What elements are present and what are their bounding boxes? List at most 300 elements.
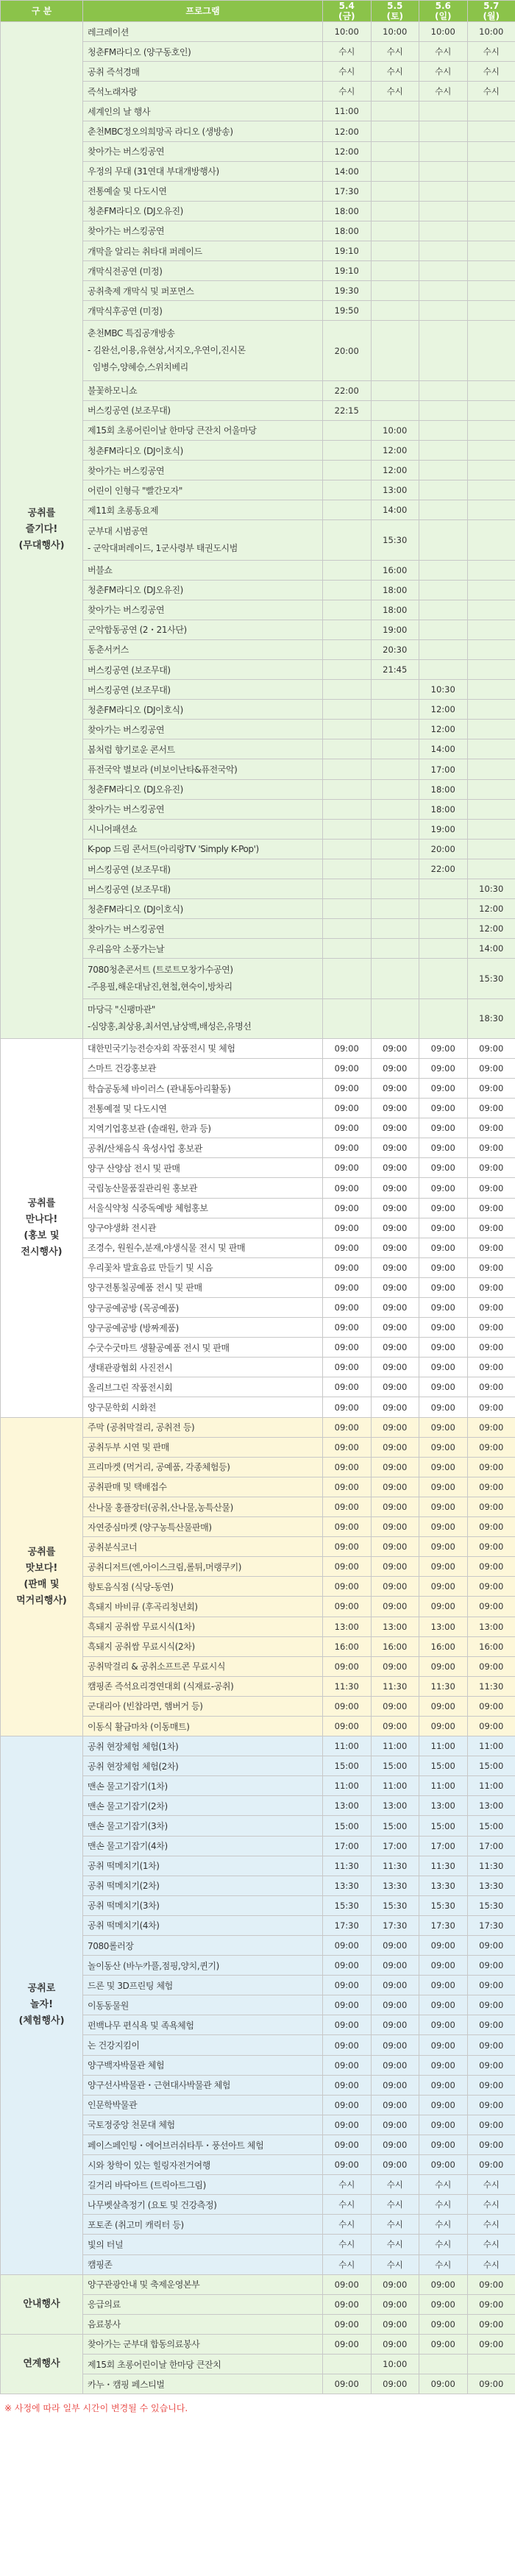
time-cell-day-4: 09:00 [467,1577,515,1597]
time-cell-day-2: 09:00 [371,1477,419,1497]
time-cell-day-2: 11:00 [371,1776,419,1796]
time-cell-day-2: 11:30 [371,1856,419,1876]
time-cell-day-2 [371,241,419,261]
program-name: 카누・캠핑 페스티벌 [83,2374,323,2394]
time-cell-day-3: 09:00 [419,1338,468,1358]
program-name: 수굿수굿마트 생활공예품 전시 및 판매 [83,1338,323,1358]
program-name: 시와 창학이 있는 힐링자전거여행 [83,2155,323,2175]
time-cell-day-2 [371,141,419,161]
time-cell-day-2: 09:00 [371,1517,419,1537]
time-cell-day-1: 17:00 [323,1836,372,1856]
time-cell-day-4 [467,480,515,500]
time-cell-day-4: 수시 [467,2254,515,2274]
time-cell-day-3 [419,660,468,680]
time-cell-day-3: 18:00 [419,779,468,799]
program-name: 양구백자박물관 체험 [83,2055,323,2075]
program-name: 공취 떡메치기(3차) [83,1895,323,1915]
program-name: 공취 떡메치기(1차) [83,1856,323,1876]
time-cell-day-4: 09:00 [467,2294,515,2314]
time-cell-day-1 [323,580,372,600]
time-cell-day-3 [419,161,468,181]
program-name: 주막 (공취막걸리, 공취전 등) [83,1417,323,1437]
time-cell-day-2 [371,201,419,221]
time-cell-day-1: 09:00 [323,2115,372,2135]
time-cell-day-1: 09:00 [323,1038,372,1058]
time-cell-day-4: 09:00 [467,1277,515,1297]
time-cell-day-2: 09:00 [371,1318,419,1338]
header-day-4: 5.7 (월) [467,1,515,22]
time-cell-day-4: 09:00 [467,1058,515,1078]
category-cell [1,1417,83,1736]
time-cell-day-4 [467,720,515,739]
time-cell-day-3: 09:00 [419,1218,468,1238]
time-cell-day-4: 수시 [467,62,515,82]
time-cell-day-1 [323,919,372,939]
time-cell-day-4: 09:00 [467,1477,515,1497]
time-cell-day-3 [419,301,468,321]
program-name: 맨손 물고기잡기(4차) [83,1836,323,1856]
time-cell-day-1 [323,420,372,440]
program-name: 찾아가는 버스킹공연 [83,141,323,161]
program-name: 개막식후공연 (미정) [83,301,323,321]
time-cell-day-4: 15:30 [467,959,515,998]
program-name: 찾아가는 버스킹공연 [83,799,323,819]
time-cell-day-3: 22:00 [419,859,468,879]
time-cell-day-2: 09:00 [371,1537,419,1557]
time-cell-day-3: 13:00 [419,1617,468,1636]
time-cell-day-4: 09:00 [467,2374,515,2394]
program-name: 양구전통칠공예품 전시 및 판매 [83,1277,323,1297]
program-name: 우리꽃차 발효음료 만들기 및 시음 [83,1257,323,1277]
time-cell-day-3: 09:00 [419,1696,468,1716]
time-cell-day-1: 09:00 [323,1358,372,1377]
time-cell-day-1: 09:00 [323,1457,372,1477]
program-name: 즉석노래자랑 [83,82,323,102]
program-name: 공취분식코너 [83,1537,323,1557]
time-cell-day-2: 20:30 [371,639,419,659]
program-name: 버스킹공연 (보조무대) [83,680,323,700]
time-cell-day-4: 15:00 [467,1816,515,1836]
time-cell-day-3: 09:00 [419,1976,468,1995]
time-cell-day-4 [467,819,515,839]
program-name: 군부대 시범공연 - 군악대퍼레이드, 1군사령부 태권도시범 [83,520,323,560]
time-cell-day-3: 09:00 [419,1358,468,1377]
time-cell-day-1: 09:00 [323,1936,372,1956]
program-name: 프리마켓 (먹거리, 공예품, 각종체험등) [83,1457,323,1477]
time-cell-day-2: 13:00 [371,1796,419,1816]
time-cell-day-2: 15:30 [371,1895,419,1915]
category-label: 공취를 즐기다! (무대행사) [18,508,65,552]
program-name: 전통예술 및 다도시연 [83,181,323,201]
program-name: 청춘FM라디오 (DJ이호식) [83,899,323,919]
time-cell-day-1 [323,680,372,700]
time-cell-day-3: 09:00 [419,2135,468,2154]
time-cell-day-4: 09:00 [467,2095,515,2115]
time-cell-day-2: 19:00 [371,620,419,639]
program-name: 전통예절 및 다도시연 [83,1099,323,1118]
time-cell-day-3 [419,639,468,659]
time-cell-day-4: 09:00 [467,1099,515,1118]
time-cell-day-3 [419,261,468,281]
time-cell-day-1 [323,839,372,859]
time-cell-day-3: 수시 [419,62,468,82]
time-cell-day-3: 09:00 [419,1597,468,1617]
time-cell-day-1: 09:00 [323,1058,372,1078]
program-name: 향토음식점 (식당-동연) [83,1577,323,1597]
time-cell-day-4: 10:30 [467,879,515,899]
time-cell-day-2 [371,380,419,400]
time-cell-day-3: 수시 [419,2254,468,2274]
time-cell-day-2: 11:30 [371,1676,419,1696]
category-cell [1,1038,83,1417]
time-cell-day-3 [419,281,468,301]
time-cell-day-3: 09:00 [419,1318,468,1338]
time-cell-day-4: 09:00 [467,2334,515,2354]
time-cell-day-1: 09:00 [323,1477,372,1497]
program-name: 버스킹공연 (보조무대) [83,879,323,899]
program-name: 마당극 "신팽마관" -심양홍,최상용,최서연,남상백,배성은,유명선 [83,998,323,1038]
time-cell-day-4 [467,241,515,261]
time-cell-day-3: 09:00 [419,1417,468,1437]
time-cell-day-3 [419,500,468,520]
program-name: 스마트 건강홍보관 [83,1058,323,1078]
time-cell-day-1: 09:00 [323,1257,372,1277]
program-name: 찾아가는 군부대 합동의료봉사 [83,2334,323,2354]
time-cell-day-1 [323,998,372,1038]
time-cell-day-3: 09:00 [419,2294,468,2314]
time-cell-day-3: 09:00 [419,2095,468,2115]
time-cell-day-4: 09:00 [467,1338,515,1358]
table-row [1,1417,515,1437]
time-cell-day-3 [419,959,468,998]
program-name: 맨손 물고기잡기(1차) [83,1776,323,1796]
time-cell-day-3: 09:00 [419,2075,468,2095]
time-cell-day-2: 수시 [371,42,419,62]
program-name: 캠핑존 [83,2254,323,2274]
time-cell-day-4 [467,141,515,161]
program-name: 맨손 물고기잡기(3차) [83,1816,323,1836]
time-cell-day-4: 09:00 [467,1656,515,1676]
time-cell-day-2: 09:00 [371,1338,419,1358]
time-cell-day-1: 16:00 [323,1636,372,1656]
time-cell-day-1 [323,440,372,460]
program-name: 제11회 초롱동요제 [83,500,323,520]
table-row [1,1736,515,1756]
time-cell-day-2: 09:00 [371,1358,419,1377]
time-cell-day-2: 09:00 [371,1577,419,1597]
time-cell-day-2: 09:00 [371,1437,419,1457]
time-cell-day-4 [467,859,515,879]
time-cell-day-4: 09:00 [467,1557,515,1577]
time-cell-day-2: 10:00 [371,22,419,42]
time-cell-day-4: 17:00 [467,1836,515,1856]
time-cell-day-2: 09:00 [371,1696,419,1716]
time-cell-day-2 [371,859,419,879]
time-cell-day-2 [371,400,419,420]
program-name: 양구문학회 시화전 [83,1397,323,1417]
time-cell-day-2: 10:00 [371,420,419,440]
time-cell-day-4: 09:00 [467,1198,515,1218]
time-cell-day-3: 09:00 [419,1099,468,1118]
time-cell-day-3: 09:00 [419,2274,468,2294]
time-cell-day-1: 09:00 [323,1377,372,1397]
time-cell-day-4: 09:00 [467,1238,515,1257]
time-cell-day-2: 09:00 [371,2155,419,2175]
time-cell-day-3 [419,560,468,580]
time-cell-day-2: 09:00 [371,1377,419,1397]
time-cell-day-1 [323,700,372,720]
time-cell-day-1: 19:10 [323,261,372,281]
time-cell-day-1: 09:00 [323,1318,372,1338]
time-cell-day-1 [323,560,372,580]
time-cell-day-1: 13:30 [323,1876,372,1895]
program-name: 공취/산채음식 육성사업 홍보관 [83,1138,323,1158]
time-cell-day-4: 14:00 [467,939,515,959]
program-name: 흑돼지 공취쌈 무료시식(1차) [83,1617,323,1636]
time-cell-day-3: 09:00 [419,1656,468,1676]
time-cell-day-1: 09:00 [323,1078,372,1098]
time-cell-day-2 [371,939,419,959]
time-cell-day-2 [371,121,419,141]
category-label: 연계행사 [23,2358,60,2370]
program-name: 인문학박물관 [83,2095,323,2115]
program-name: 음료봉사 [83,2314,323,2334]
time-cell-day-3: 09:00 [419,1257,468,1277]
program-name: 7080롤러장 [83,1936,323,1956]
time-cell-day-1: 09:00 [323,1198,372,1218]
time-cell-day-2: 14:00 [371,500,419,520]
time-cell-day-4 [467,580,515,600]
program-name: 공취 현장체험 체험(1차) [83,1736,323,1756]
category-cell [1,2274,83,2334]
time-cell-day-2: 09:00 [371,1158,419,1178]
program-name: 공취판매 및 택배접수 [83,1477,323,1497]
time-cell-day-2 [371,181,419,201]
time-cell-day-1: 09:00 [323,1118,372,1138]
time-cell-day-4: 10:00 [467,22,515,42]
time-cell-day-3: 11:30 [419,1856,468,1876]
time-cell-day-2: 수시 [371,2235,419,2254]
time-cell-day-2: 16:00 [371,1636,419,1656]
time-cell-day-1: 09:00 [323,2135,372,2154]
time-cell-day-1: 09:00 [323,2075,372,2095]
time-cell-day-4: 15:30 [467,1895,515,1915]
time-cell-day-1: 11:00 [323,1736,372,1756]
time-cell-day-2: 수시 [371,2175,419,2195]
time-cell-day-1: 17:30 [323,1915,372,1935]
time-cell-day-1: 09:00 [323,2274,372,2294]
time-cell-day-1: 11:30 [323,1856,372,1876]
time-cell-day-2: 09:00 [371,1277,419,1297]
time-cell-day-1: 20:00 [323,321,372,380]
time-cell-day-3: 수시 [419,2175,468,2195]
time-cell-day-2 [371,799,419,819]
time-cell-day-4 [467,799,515,819]
time-cell-day-3: 13:00 [419,1796,468,1816]
program-name: 양구 산양삼 전시 및 판매 [83,1158,323,1178]
time-cell-day-4: 15:00 [467,1756,515,1776]
time-cell-day-1: 18:00 [323,201,372,221]
time-cell-day-4: 수시 [467,2175,515,2195]
time-cell-day-1: 18:00 [323,221,372,241]
program-name: 공취 현장체험 체험(2차) [83,1756,323,1776]
table-header-row [1,1,515,22]
time-cell-day-4: 09:00 [467,1437,515,1457]
time-cell-day-2 [371,700,419,720]
program-name: 공취두부 시연 및 판매 [83,1437,323,1457]
program-name: 청춘FM라디오 (DJ이호식) [83,700,323,720]
time-cell-day-3: 13:30 [419,1876,468,1895]
time-cell-day-1: 11:30 [323,1676,372,1696]
time-cell-day-4: 09:00 [467,1716,515,1736]
time-cell-day-4 [467,420,515,440]
program-name: 개막을 알리는 취타대 퍼레이드 [83,241,323,261]
time-cell-day-3: 09:00 [419,1377,468,1397]
time-cell-day-2: 09:00 [371,1956,419,1976]
time-cell-day-2 [371,959,419,998]
program-name: 올리브그린 작품전시회 [83,1377,323,1397]
time-cell-day-4: 수시 [467,2195,515,2215]
time-cell-day-4 [467,680,515,700]
time-cell-day-4 [467,221,515,241]
time-cell-day-1: 13:00 [323,1617,372,1636]
time-cell-day-4: 09:00 [467,1138,515,1158]
time-cell-day-4: 09:00 [467,1377,515,1397]
time-cell-day-4: 수시 [467,2215,515,2235]
time-cell-day-1: 09:00 [323,1178,372,1198]
time-cell-day-4: 11:30 [467,1676,515,1696]
time-cell-day-1: 09:00 [323,1298,372,1318]
time-cell-day-4: 09:00 [467,1417,515,1437]
time-cell-day-1: 15:30 [323,1895,372,1915]
time-cell-day-2: 12:00 [371,461,419,480]
program-name: 양구관광안내 및 축제운영본부 [83,2274,323,2294]
time-cell-day-2: 09:00 [371,2035,419,2055]
time-cell-day-3: 09:00 [419,2015,468,2035]
time-cell-day-2: 09:00 [371,1178,419,1198]
time-cell-day-3 [419,321,468,380]
time-cell-day-1: 09:00 [323,2374,372,2394]
time-cell-day-3 [419,440,468,460]
time-cell-day-4: 09:00 [467,1517,515,1537]
time-cell-day-3: 20:00 [419,839,468,859]
header-category: 구 분 [1,1,83,22]
time-cell-day-1 [323,759,372,779]
time-cell-day-2: 09:00 [371,2135,419,2154]
time-cell-day-3: 09:00 [419,1577,468,1597]
time-cell-day-2: 09:00 [371,2274,419,2294]
time-cell-day-3 [419,181,468,201]
time-cell-day-3 [419,998,468,1038]
program-name: 군대리아 (빈찹라면, 햄버거 등) [83,1696,323,1716]
time-cell-day-2: 09:00 [371,2015,419,2035]
time-cell-day-2: 09:00 [371,1995,419,2015]
time-cell-day-4: 09:00 [467,2115,515,2135]
time-cell-day-4: 18:30 [467,998,515,1038]
time-cell-day-2: 09:00 [371,1198,419,1218]
time-cell-day-2 [371,739,419,759]
time-cell-day-3 [419,580,468,600]
time-cell-day-1: 09:00 [323,2334,372,2354]
time-cell-day-1 [323,461,372,480]
time-cell-day-3: 09:00 [419,1557,468,1577]
time-cell-day-3: 09:00 [419,1118,468,1138]
program-name: 포토존 (취고미 캐릭터 등) [83,2215,323,2235]
time-cell-day-4 [467,380,515,400]
time-cell-day-2 [371,221,419,241]
time-cell-day-1 [323,859,372,879]
time-cell-day-4: 09:00 [467,1397,515,1417]
time-cell-day-3: 16:00 [419,1636,468,1656]
time-cell-day-1: 12:00 [323,141,372,161]
time-cell-day-3: 09:00 [419,1437,468,1457]
time-cell-day-2: 16:00 [371,560,419,580]
time-cell-day-4: 09:00 [467,1257,515,1277]
time-cell-day-3: 12:00 [419,720,468,739]
time-cell-day-1: 09:00 [323,1656,372,1676]
time-cell-day-3: 11:00 [419,1736,468,1756]
program-name: 제15회 초롱어린이날 한마당 큰잔치 어울마당 [83,420,323,440]
time-cell-day-1: 09:00 [323,2155,372,2175]
time-cell-day-3: 09:00 [419,1038,468,1058]
time-cell-day-4 [467,739,515,759]
time-cell-day-1: 17:30 [323,181,372,201]
program-name: 시니어패션쇼 [83,819,323,839]
time-cell-day-4: 09:00 [467,2155,515,2175]
time-cell-day-3 [419,899,468,919]
program-name: 생태관광협회 사진전시 [83,1358,323,1377]
time-cell-day-3: 17:00 [419,1836,468,1856]
program-name: 응급의료 [83,2294,323,2314]
time-cell-day-2: 09:00 [371,2075,419,2095]
category-label: 공취를 맛보다! (판매 및 먹거리행사) [16,1546,67,1606]
time-cell-day-2 [371,301,419,321]
program-name: 청춘FM라디오 (DJ이호식) [83,440,323,460]
time-cell-day-2: 수시 [371,2215,419,2235]
time-cell-day-2 [371,281,419,301]
time-cell-day-3: 09:00 [419,2055,468,2075]
program-name: 찾아가는 버스킹공연 [83,221,323,241]
time-cell-day-3: 09:00 [419,2115,468,2135]
time-cell-day-2: 수시 [371,2195,419,2215]
time-cell-day-4: 09:00 [467,2055,515,2075]
table-row [1,1038,515,1058]
time-cell-day-4 [467,321,515,380]
time-cell-day-4: 09:00 [467,2015,515,2035]
time-cell-day-2: 09:00 [371,1936,419,1956]
time-cell-day-3 [419,241,468,261]
time-cell-day-3: 09:00 [419,1457,468,1477]
time-cell-day-3 [419,221,468,241]
program-name: 우리음악 소풍가는날 [83,939,323,959]
time-cell-day-1: 12:00 [323,121,372,141]
time-cell-day-4: 17:30 [467,1915,515,1935]
time-cell-day-3: 09:00 [419,1277,468,1297]
time-cell-day-3 [419,461,468,480]
time-cell-day-1: 수시 [323,82,372,102]
time-cell-day-1: 09:00 [323,1338,372,1358]
time-cell-day-2 [371,720,419,739]
program-name: 청춘FM라디오 (DJ오유진) [83,779,323,799]
time-cell-day-1: 19:50 [323,301,372,321]
time-cell-day-3: 09:00 [419,1058,468,1078]
time-cell-day-2: 09:00 [371,1397,419,1417]
time-cell-day-1: 09:00 [323,1158,372,1178]
time-cell-day-1: 10:00 [323,22,372,42]
time-cell-day-2 [371,998,419,1038]
time-cell-day-2 [371,102,419,121]
time-cell-day-1: 13:00 [323,1796,372,1816]
